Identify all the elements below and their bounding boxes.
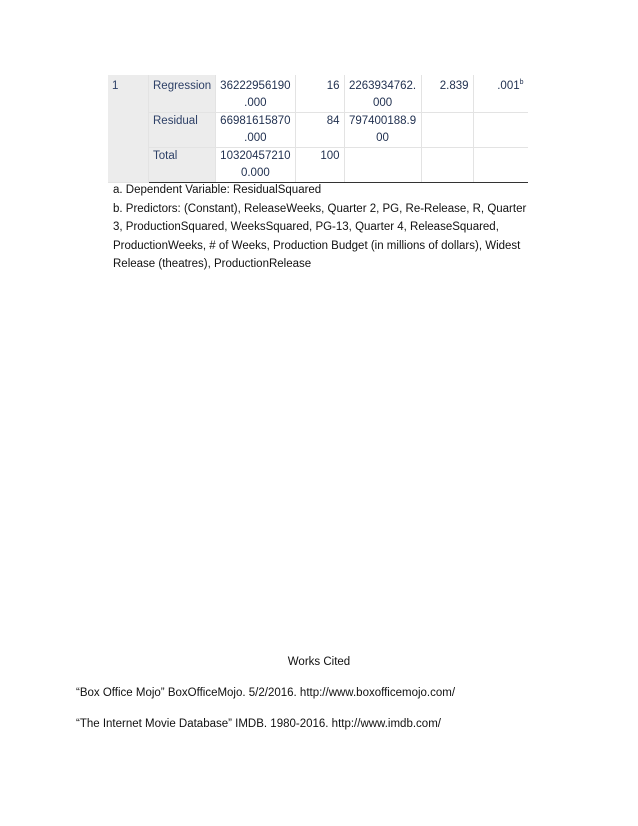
f-statistic bbox=[421, 148, 473, 183]
mean-square: 2263934762. 000 bbox=[344, 75, 421, 113]
degrees-of-freedom: 16 bbox=[295, 75, 344, 113]
citation-box-office-mojo: “Box Office Mojo” BoxOfficeMojo. 5/2/2016. http://www.boxofficemojo.com/ bbox=[76, 687, 456, 699]
term-regression: Regression bbox=[149, 75, 216, 113]
significance bbox=[473, 113, 528, 148]
term-residual: Residual bbox=[149, 113, 216, 148]
table-footnotes bbox=[113, 181, 533, 274]
mean-square: 797400188.9 00 bbox=[344, 113, 421, 148]
mean-square bbox=[344, 148, 421, 183]
f-statistic bbox=[421, 113, 473, 148]
sum-of-squares: 66981615870 .000 bbox=[216, 113, 295, 148]
model-number: 1 bbox=[108, 75, 149, 183]
table-row bbox=[108, 113, 528, 148]
citation-imdb: “The Internet Movie Database” IMDB. 1980-2016. http://www.imdb.com/ bbox=[76, 718, 441, 730]
footnote-a: a. Dependent Variable: ResidualSquared bbox=[113, 184, 322, 196]
works-cited-title: Works Cited bbox=[287, 656, 351, 668]
table-row bbox=[108, 148, 528, 183]
degrees-of-freedom: 100 bbox=[295, 148, 344, 183]
degrees-of-freedom: 84 bbox=[295, 113, 344, 148]
footnote-b: b. Predictors: (Constant), ReleaseWeeks, Quarter 2, PG, Re-Release, R, Quarter 3, ProductionSquared, WeeksSquared, PG-13, Quarter 4, ReleaseSquared, ProductionWeeks, # of Weeks, Production Budget (in millions of dollars), Widest Release (theatres), ProductionRelease bbox=[113, 202, 527, 270]
anova-table bbox=[108, 75, 528, 183]
significance: .001$^b$ bbox=[473, 75, 528, 113]
table-row bbox=[108, 75, 528, 113]
significance bbox=[473, 148, 528, 183]
sum-of-squares: 10320457210 0.000 bbox=[216, 148, 295, 183]
term-total: Total bbox=[149, 148, 216, 183]
f-statistic: 2.839 bbox=[421, 75, 473, 113]
sum-of-squares: 36222956190 .000 bbox=[216, 75, 295, 113]
